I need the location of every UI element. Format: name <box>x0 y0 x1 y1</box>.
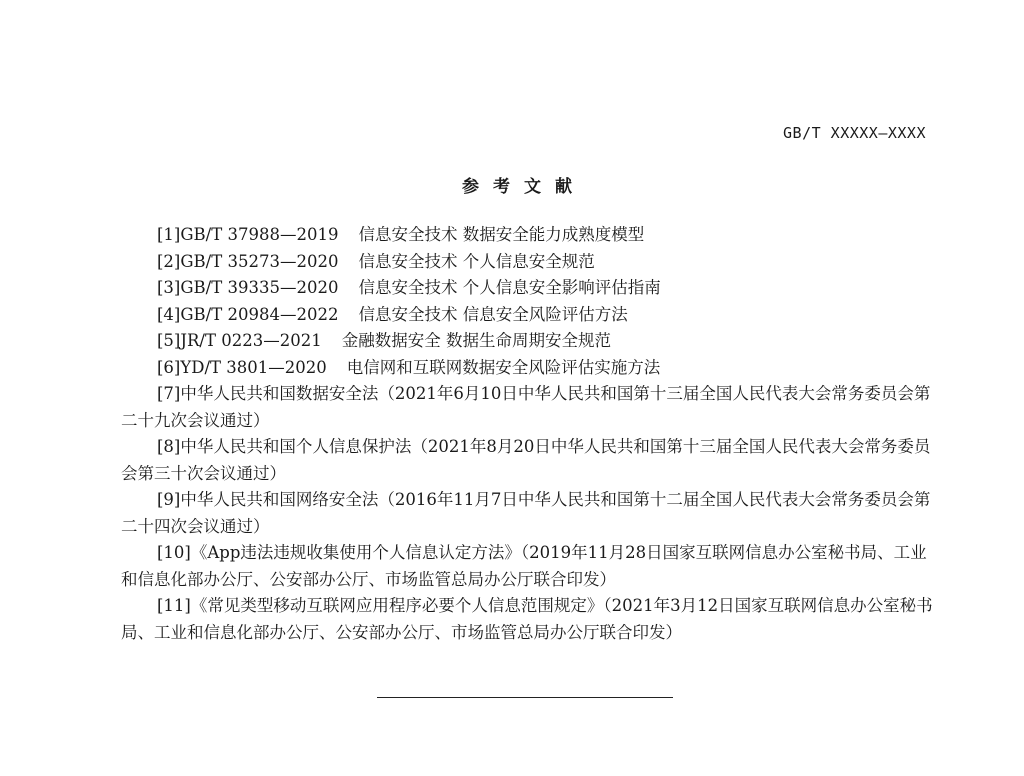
reference-code: JR/T 0223—2021 <box>180 331 322 350</box>
reference-item-11 <box>121 593 937 646</box>
reference-title: 信息安全技术 数据安全能力成熟度模型 <box>358 225 645 244</box>
reference-text: 中华人民共和国个人信息保护法（2021年8月20日中华人民共和国第十三届全国人民代表大会常务委员会第三十次会议通过） <box>121 437 931 483</box>
reference-number: [2] <box>157 251 181 271</box>
reference-code: GB/T 37988—2019 <box>180 225 339 244</box>
section-title: 参考文献 <box>462 177 586 197</box>
end-of-document-rule <box>377 697 673 698</box>
reference-text: 《App违法违规收集使用个人信息认定方法》（2019年11月28日国家互联网信息办公室秘书局、工业和信息化部办公厅、公安部办公厅、市场监管总局办公厅联合印发） <box>121 543 927 589</box>
reference-code: GB/T 39335—2020 <box>180 278 339 297</box>
reference-code: YD/T 3801—2020 <box>180 357 327 377</box>
reference-number: [4] <box>157 304 181 324</box>
reference-code: GB/T 35273—2020 <box>180 251 339 271</box>
reference-text: 中华人民共和国数据安全法（2021年6月10日中华人民共和国第十三届全国人民代表大会常务委员会第二十九次会议通过） <box>121 384 931 430</box>
reference-number: [11] <box>157 596 191 615</box>
reference-number: [5] <box>157 331 181 350</box>
reference-number: [6] <box>157 357 181 377</box>
reference-number: [8] <box>157 437 181 456</box>
reference-item-5 <box>121 328 937 355</box>
reference-title: 信息安全技术 个人信息安全规范 <box>358 251 595 271</box>
reference-item-6 <box>121 355 937 382</box>
reference-text: 中华人民共和国网络安全法（2016年11月7日中华人民共和国第十二届全国人民代表大会常务委员会第二十四次会议通过） <box>121 490 931 536</box>
reference-number: [3] <box>157 278 181 297</box>
reference-item-7 <box>121 381 937 434</box>
reference-number: [10] <box>157 543 191 562</box>
reference-title: 金融数据安全 数据生命周期安全规范 <box>341 331 611 350</box>
reference-item-3 <box>121 275 937 302</box>
reference-item-8 <box>121 434 937 487</box>
reference-item-2 <box>121 249 937 276</box>
reference-title: 信息安全技术 信息安全风险评估方法 <box>358 304 628 324</box>
reference-code: GB/T 20984—2022 <box>180 304 339 324</box>
reference-title: 电信网和互联网数据安全风险评估实施方法 <box>346 357 661 377</box>
reference-text: 《常见类型移动互联网应用程序必要个人信息范围规定》（2021年3月12日国家互联网信息办公室秘书局、工业和信息化部办公厅、公安部办公厅、市场监管总局办公厅联合印发） <box>121 596 933 642</box>
reference-title: 信息安全技术 个人信息安全影响评估指南 <box>358 278 661 297</box>
reference-item-1 <box>121 222 937 249</box>
reference-list <box>121 222 937 646</box>
reference-number: [1] <box>157 225 181 244</box>
reference-number: [7] <box>157 384 181 403</box>
reference-item-9 <box>121 487 937 540</box>
reference-item-10 <box>121 540 937 593</box>
reference-item-4 <box>121 302 937 329</box>
standard-code-header: GB/T XXXXX—XXXX <box>783 124 926 142</box>
reference-number: [9] <box>157 490 181 509</box>
